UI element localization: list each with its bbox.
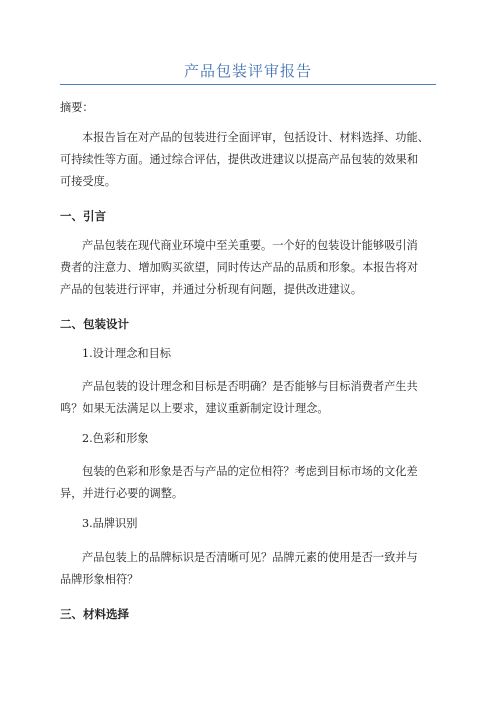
section-heading-intro: 一、引言 <box>60 209 106 223</box>
subheading-brand-identity: 3.品牌识别 <box>82 517 138 531</box>
intro-line: 产品包装在现代商业环境中至关重要。一个好的包装设计能够吸引消 <box>82 239 418 252</box>
subheading-design-concept: 1.设计理念和目标 <box>82 347 171 360</box>
document-body <box>60 90 436 625</box>
abstract-line: 本报告旨在对产品的包装进行全面评审，包括设计、材料选择、功能、 <box>82 131 429 144</box>
section-heading-materials: 三、材料选择 <box>60 606 129 621</box>
abstract-paragraph <box>60 127 436 193</box>
color-image-line: 包装的色彩和形象是否与产品的定位相符？考虑到目标市场的文化差 <box>82 465 418 479</box>
section-heading-design: 二、包装设计 <box>60 317 129 331</box>
intro-line: 费者的注意力、增加购买欲望，同时传达产品的品质和形象。本报告将对 <box>60 261 419 274</box>
abstract-line: 可持续性等方面。通过综合评估，提供改进建议以提高产品包装的效果和 <box>60 153 419 166</box>
title-divider <box>60 84 436 85</box>
abstract-line: 可接受度。 <box>60 175 116 188</box>
color-image-line: 异，并进行必要的调整。 <box>60 487 184 501</box>
abstract-label: 摘要： <box>60 101 94 114</box>
design-concept-line: 鸣？如果无法满足以上要求，建议重新制定设计理念。 <box>60 402 329 416</box>
design-concept-paragraph <box>60 376 436 420</box>
brand-identity-paragraph <box>60 547 436 591</box>
brand-identity-line: 产品包装上的品牌标识是否清晰可见？品牌元素的使用是否一致并与 <box>82 550 418 564</box>
brand-identity-line: 品牌形象相符？ <box>60 572 139 586</box>
subheading-color-image: 2.色彩和形象 <box>82 432 149 446</box>
page-title: 产品包装评审报告 <box>183 62 312 80</box>
color-image-paragraph <box>60 461 436 505</box>
intro-paragraph <box>60 235 436 301</box>
design-concept-line: 产品包装的设计理念和目标是否明确？是否能够与目标消费者产生共 <box>82 380 418 394</box>
intro-line: 产品的包装进行评审，并通过分析现有问题，提供改进建议。 <box>60 283 363 296</box>
